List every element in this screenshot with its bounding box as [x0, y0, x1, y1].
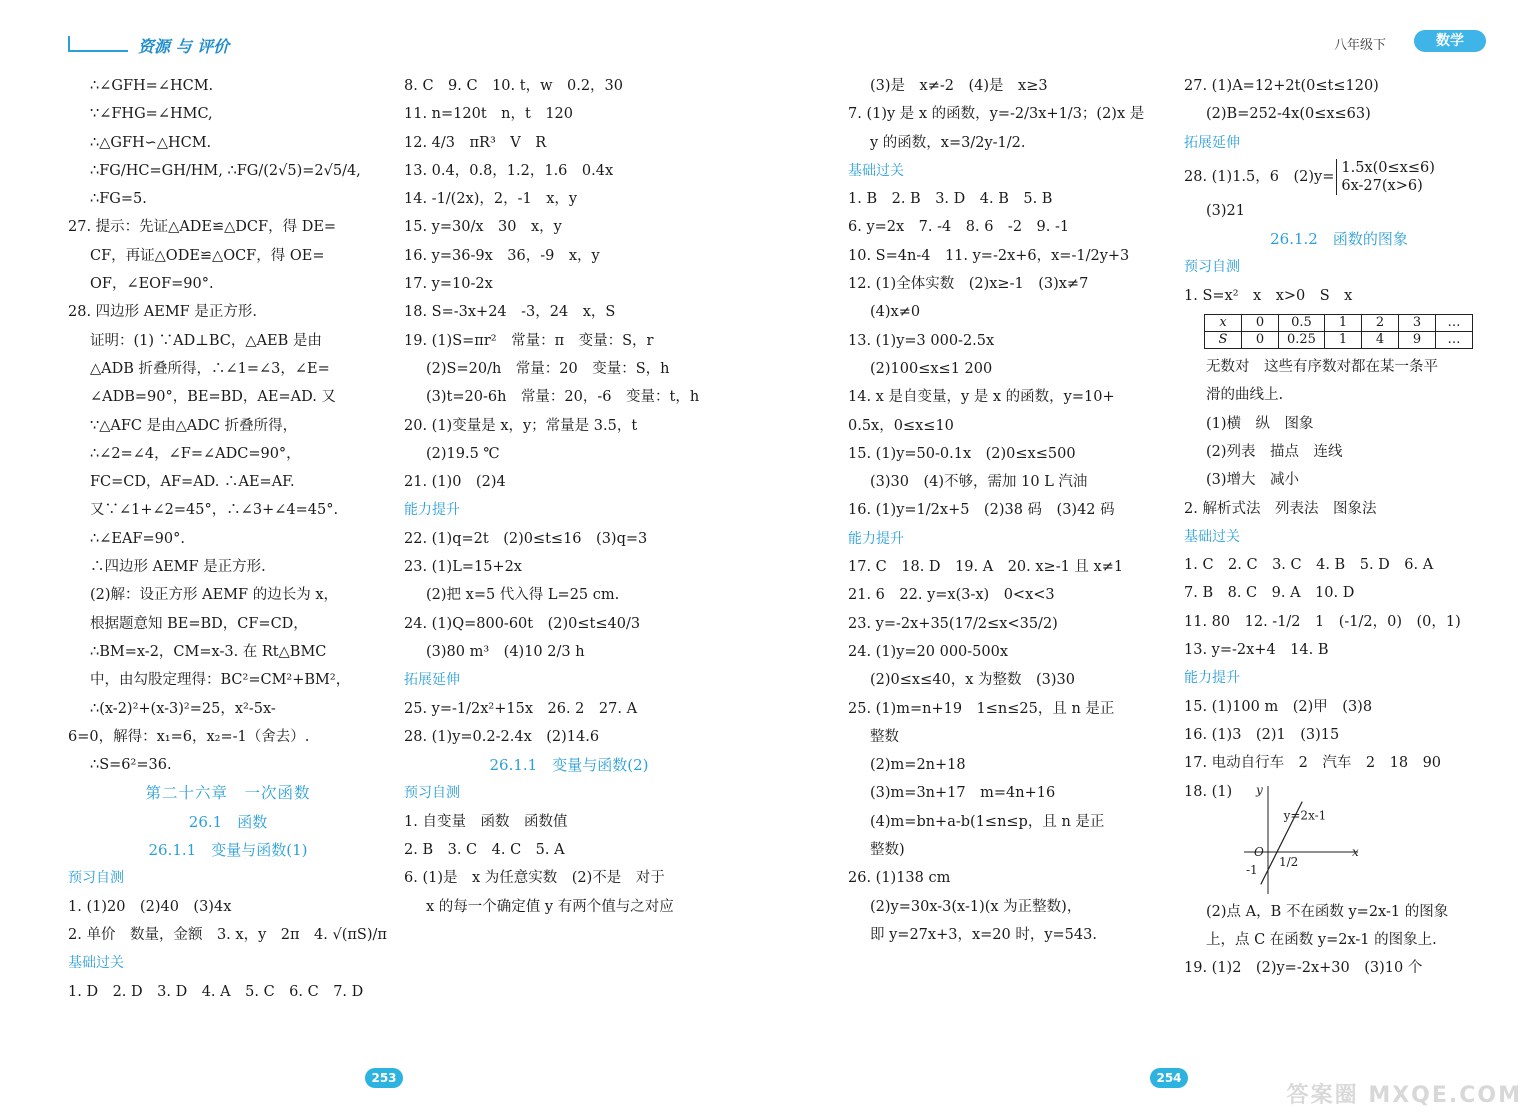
table-cell: …: [1435, 315, 1472, 332]
answer-line: (2)m=2n+18: [870, 757, 966, 774]
answer-line: 上，点 C 在函数 y=2x-1 的图象上.: [1206, 931, 1437, 948]
section-label-ability: 能力提升: [848, 530, 904, 547]
answer-line: ∴FG/HC=GH/HM, ∴FG/(2√5)=2√5/4,: [90, 162, 361, 179]
x-tick-label: 1/2: [1279, 854, 1299, 869]
answer-line: ∴∠2=∠4，∠F=∠ADC=90°，: [90, 445, 301, 462]
answer-line: ∴(x-2)²+(x-3)²=25，x²-5x-: [90, 700, 276, 717]
x-axis-label: x: [1352, 844, 1359, 859]
answer-line: 整数): [870, 842, 905, 859]
answer-line: 27. 提示：先证△ADE≌△DCF，得 DE=: [68, 219, 337, 236]
answer-line: 19. (1)S=πr² 常量：π 变量：S，r: [404, 332, 654, 349]
answer-line: 13. (1)y=3 000-2.5x: [848, 332, 995, 349]
answer-line: (2)S=20/h 常量：20 变量：S，h: [426, 360, 670, 377]
answer-line: 17. 电动自行车 2 汽车 2 18 90: [1184, 755, 1442, 772]
section-title: 26.1 函数: [188, 812, 268, 831]
answer-line: y 的函数，x=3/2y-1/2.: [870, 134, 1026, 151]
column-1: [68, 72, 388, 1006]
table-cell: 0.5: [1279, 315, 1325, 332]
table-row: [1205, 315, 1473, 332]
answer-line: (4)m=bn+a-b(1≤n≤p，且 n 是正: [870, 813, 1105, 830]
answer-line: 0.5x，0≤x≤10: [848, 417, 954, 434]
answer-line: 26. (1)138 cm: [848, 870, 951, 887]
answer-line: 17. C 18. D 19. A 20. x≥-1 且 x≠1: [848, 559, 1124, 576]
answer-line: FC=CD，AF=AD. ∴AE=AF.: [90, 474, 295, 491]
answer-line: 14. -1/(2x)，2，-1 x，y: [404, 191, 578, 208]
answer-line: 24. (1)y=20 000-500x: [848, 643, 1009, 660]
answer-line: 25. (1)m=n+19 1≤n≤25，且 n 是正: [848, 700, 1115, 717]
answer-line: 16. (1)y=1/2x+5 (2)38 码 (3)42 码: [848, 502, 1115, 519]
answer-line: 12. (1)全体实数 (2)x≥-1 (3)x≠7: [848, 276, 1089, 293]
answer-line: ∵△AFC 是由△ADC 折叠所得，: [90, 417, 298, 434]
answer-line: 1. B 2. B 3. D 4. B 5. B: [848, 191, 1053, 208]
answer-line: 18. S=-3x+24 -3，24 x，S: [404, 304, 616, 321]
answer-line: 1. (1)20 (2)40 (3)4x: [68, 898, 232, 915]
answer-line-28: [1184, 157, 1494, 197]
answer-line: 23. (1)L=15+2x: [404, 559, 522, 576]
answer-line: 11. 80 12. -1/2 1 (-1/2，0) (0，1): [1184, 613, 1461, 630]
answer-line: 15. (1)100 m (2)甲 (3)8: [1184, 698, 1373, 715]
answer-line: (2)B=252-4x(0≤x≤63): [1206, 106, 1371, 123]
answer-line: ∠ADB=90°，BE=BD，AE=AD. 又: [90, 389, 336, 406]
header-rule: [68, 50, 128, 52]
section-label-extension: 拓展延伸: [404, 672, 460, 689]
table-row: [1205, 332, 1473, 349]
answer-line: (3)t=20-6h 常量：20，-6 变量：t，h: [426, 389, 700, 406]
section-label-basic: 基础过关: [68, 955, 124, 972]
origin-label: O: [1254, 844, 1264, 859]
answer-line: 27. (1)A=12+2t(0≤t≤120): [1184, 78, 1379, 94]
question-18-graph: [1184, 778, 1494, 898]
answer-line: 证明：(1) ∵AD⊥BC，△AEB 是由: [90, 332, 322, 349]
answer-line: (4)x≠0: [870, 304, 921, 321]
answer-line: 28. (1)y=0.2-2.4x (2)14.6: [404, 728, 600, 745]
answer-line: 7. B 8. C 9. A 10. D: [1184, 585, 1355, 602]
answer-line: (2)解：设正方形 AEMF 的边长为 x，: [90, 587, 339, 604]
subsection-title: 26.1.1 变量与函数(2): [489, 756, 649, 775]
answer-line: (2)100≤x≤1 200: [870, 360, 993, 377]
header-brand-area: [68, 30, 268, 58]
brand-title: 资源 与 评价: [138, 37, 230, 56]
answer-line: 13. y=-2x+4 14. B: [1184, 642, 1329, 659]
answer-line: 16. (1)3 (2)1 (3)15: [1184, 726, 1340, 743]
answer-line: 6=0，解得：x₁=6，x₂=-1（舍去）.: [68, 728, 310, 745]
answer-line: 15. (1)y=50-0.1x (2)0≤x≤500: [848, 445, 1076, 462]
answer-line: (3)是 x≠-2 (4)是 x≥3: [870, 78, 1048, 94]
answer-28-prefix: 28. (1)1.5，6 (2)y=: [1184, 168, 1335, 185]
answer-line: ∴四边形 AEMF 是正方形.: [90, 559, 266, 576]
subsection-title: 26.1.2 函数的图象: [1270, 230, 1408, 249]
answer-line: ∴BM=x-2，CM=x-3. 在 Rt△BMC: [90, 643, 327, 660]
table-cell: S: [1205, 332, 1242, 349]
grade-label: 八年级下: [1333, 38, 1386, 53]
subject-badge: 数学: [1414, 30, 1486, 52]
column-4: [1184, 72, 1494, 982]
table-cell: 0.25: [1279, 332, 1325, 349]
answer-line: 20. (1)变量是 x，y；常量是 3.5，t: [404, 417, 638, 434]
answer-line: 24. (1)Q=800-60t (2)0≤t≤40/3: [404, 615, 641, 632]
answer-line: 13. 0.4，0.8，1.2，1.6 0.4x: [404, 162, 614, 179]
line-label: y=2x-1: [1283, 808, 1327, 823]
answer-line: 7. (1)y 是 x 的函数，y=-2/3x+1/3；(2)x 是: [848, 106, 1145, 123]
piecewise-brace: [1336, 159, 1434, 195]
answer-line: (2)y=30x-3(x-1)(x 为正整数)，: [870, 898, 1082, 915]
value-table: [1204, 314, 1473, 349]
answer-line: 22. (1)q=2t (2)0≤t≤16 (3)q=3: [404, 530, 648, 547]
table-cell: 4: [1361, 332, 1398, 349]
answer-line: 21. (1)0 (2)4: [404, 474, 506, 491]
answer-line: CF，再证△ODE≌△OCF，得 OE=: [90, 247, 325, 264]
table-cell: 3: [1398, 315, 1435, 332]
answer-line: 19. (1)2 (2)y=-2x+30 (3)10 个: [1184, 960, 1423, 977]
column-3: [848, 72, 1168, 949]
answer-line: ∴∠EAF=90°.: [90, 530, 185, 547]
answer-line: (3)m=3n+17 m=4n+16: [870, 785, 1056, 802]
answer-line: △ADB 折叠所得，∴∠1=∠3，∠E=: [90, 360, 330, 377]
table-cell: 9: [1398, 332, 1435, 349]
watermark: 答案圈 MXQE.COM: [1286, 1083, 1522, 1108]
y-tick-label: -1: [1246, 862, 1258, 877]
table-cell: 0: [1242, 332, 1279, 349]
table-cell: 1: [1324, 315, 1361, 332]
answer-line: 1. C 2. C 3. C 4. B 5. D 6. A: [1184, 557, 1434, 574]
answer-line: OF，∠EOF=90°.: [90, 276, 214, 293]
section-label-ability: 能力提升: [404, 502, 460, 519]
page-number-left: 253: [365, 1068, 403, 1088]
answer-line: 21. 6 22. y=x(3-x) 0<x<3: [848, 587, 1055, 604]
column-2: [404, 72, 734, 921]
answer-line: (2)19.5 ℃: [426, 445, 500, 462]
answer-line: (2)点 A，B 不在函数 y=2x-1 的图象: [1206, 903, 1449, 920]
piecewise-case-2: 6x-27(x>6): [1341, 177, 1423, 194]
answer-line: 8. C 9. C 10. t，w 0.2，30: [404, 78, 623, 94]
answer-line: 1. D 2. D 3. D 4. A 5. C 6. C 7. D: [68, 983, 364, 1000]
header-subject-area: [1286, 28, 1486, 54]
section-label-extension: 拓展延伸: [1184, 134, 1240, 151]
piecewise-case-1: 1.5x(0≤x≤6): [1341, 159, 1435, 176]
answer-line: 1. 自变量 函数 函数值: [404, 813, 568, 830]
table-cell: 0: [1242, 315, 1279, 332]
subsection-title: 26.1.1 变量与函数(1): [148, 841, 308, 860]
answer-line: 1. S=x² x x>0 S x: [1184, 287, 1353, 304]
answer-line: 25. y=-1/2x²+15x 26. 2 27. A: [404, 700, 638, 717]
y-axis-label: y: [1256, 782, 1263, 797]
answer-line: 17. y=10-2x: [404, 276, 493, 293]
answer-line: 无数对 这些有序数对都在某一条平: [1206, 359, 1438, 376]
answer-line: 整数: [870, 728, 899, 745]
answer-line: (3)21: [1206, 202, 1245, 219]
answer-line: ∴∠GFH=∠HCM.: [90, 78, 214, 94]
answer-line: ∴S=6²=36.: [90, 757, 172, 774]
linear-function-graph: [1234, 780, 1364, 898]
answer-line: 2. 解析式法 列表法 图象法: [1184, 500, 1377, 517]
answer-line: 6. (1)是 x 为任意实数 (2)不是 对于: [404, 870, 665, 887]
chapter-title: 第二十六章 一次函数: [145, 784, 311, 803]
answer-line: x 的每一个确定值 y 有两个值与之对应: [426, 898, 674, 915]
table-cell: 1: [1324, 332, 1361, 349]
answer-line: (1)横 纵 图象: [1206, 415, 1314, 432]
table-cell: …: [1435, 332, 1472, 349]
answer-line: 16. y=36-9x 36，-9 x，y: [404, 247, 600, 264]
section-label-basic: 基础过关: [1184, 528, 1240, 545]
page-number-right: 254: [1150, 1068, 1188, 1088]
answer-line: ∴△GFH∽△HCM.: [90, 134, 212, 151]
answer-line: (2)把 x=5 代入得 L=25 cm.: [426, 587, 620, 604]
answer-line: 15. y=30/x 30 x，y: [404, 219, 562, 236]
answer-line: (3)增大 减小: [1206, 472, 1300, 489]
answer-line: 中，由勾股定理得：BC²=CM²+BM²，: [90, 672, 351, 689]
answer-line: (3)80 m³ (4)10 2/3 h: [426, 643, 585, 660]
section-label-preview: 预习自测: [1184, 259, 1240, 276]
answer-line: (2)列表 描点 连线: [1206, 443, 1343, 460]
answer-line: 即 y=27x+3，x=20 时，y=543.: [870, 926, 1097, 943]
answer-line: ∵∠FHG=∠HMC,: [90, 106, 213, 123]
table-cell: 2: [1361, 315, 1398, 332]
answer-line: 又∵∠1+∠2=45°，∴∠3+∠4=45°.: [90, 502, 339, 519]
question-18-label: 18. (1): [1184, 783, 1233, 800]
answer-line: 23. y=-2x+35(17/2≤x<35/2): [848, 615, 1058, 632]
answer-line: 2. 单价 数量，金额 3. x，y 2π 4. √(πS)/π: [68, 926, 387, 943]
answer-line: 11. n=120t n，t 120: [404, 106, 574, 123]
answer-line: 12. 4/3 πR³ V R: [404, 134, 547, 151]
table-cell: x: [1205, 315, 1242, 332]
section-label-preview: 预习自测: [68, 870, 124, 887]
answer-line: (3)30 (4)不够，需加 10 L 汽油: [870, 474, 1088, 491]
answer-line: ∴FG=5.: [90, 191, 147, 208]
answer-line: 28. 四边形 AEMF 是正方形.: [68, 304, 257, 321]
section-label-basic: 基础过关: [848, 162, 904, 179]
section-label-preview: 预习自测: [404, 785, 460, 802]
answer-line: 2. B 3. C 4. C 5. A: [404, 842, 565, 859]
answer-line: 6. y=2x 7. -4 8. 6 -2 9. -1: [848, 219, 1070, 236]
answer-line: 10. S=4n-4 11. y=-2x+6，x=-1/2y+3: [848, 247, 1130, 264]
section-label-ability: 能力提升: [1184, 670, 1240, 687]
answer-line: 根据题意知 BE=BD，CF=CD，: [90, 615, 308, 632]
answer-line: 14. x 是自变量，y 是 x 的函数，y=10+: [848, 389, 1115, 406]
answer-line: 滑的曲线上.: [1206, 387, 1284, 404]
answer-line: (2)0≤x≤40，x 为整数 (3)30: [870, 672, 1075, 689]
